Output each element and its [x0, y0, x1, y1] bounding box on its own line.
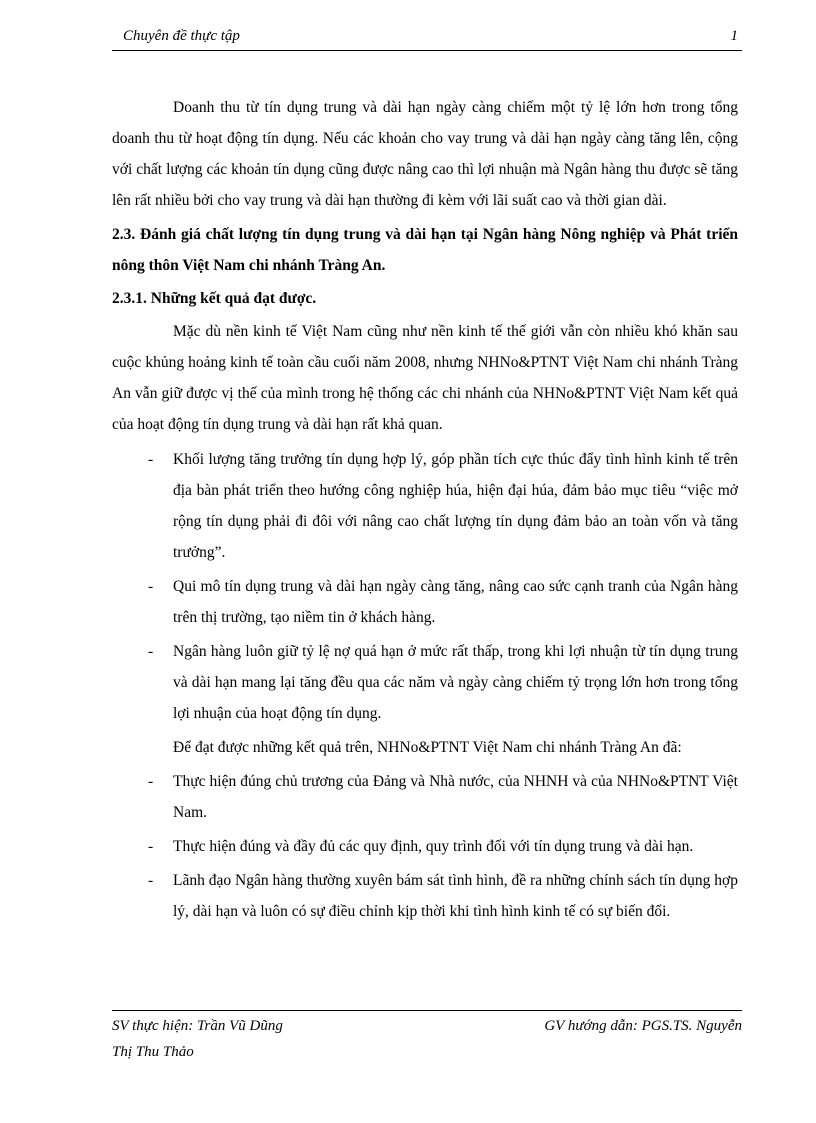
list-dash: -	[148, 578, 154, 595]
page-number: 1	[730, 28, 738, 44]
list-dash: -	[148, 643, 154, 660]
list-item	[112, 766, 738, 828]
document-body	[112, 92, 738, 927]
list-item-text: Lãnh đạo Ngân hàng thường xuyên bám sát tình hình, đề ra những chính sách tín dụng hợp lý, dài hạn và luôn có sự điều chỉnh kịp thời khi tình hình kinh tế có sự biến đổi.	[173, 872, 738, 920]
footer-advisor: GV hướng dẫn: PGS.TS. Nguyễn	[544, 1018, 742, 1034]
list-item	[112, 571, 738, 633]
page-header	[112, 24, 742, 51]
list-item-text: Qui mô tín dụng trung và dài hạn ngày càng tăng, nâng cao sức cạnh tranh của Ngân hàng trên thị trường, tạo niềm tin ở khách hàng.	[173, 578, 738, 626]
paragraph-intro: Doanh thu từ tín dụng trung và dài hạn ngày càng chiếm một tỷ lệ lớn hơn trong tổng doanh thu từ hoạt động tín dụng. Nếu các khoản cho vay trung và dài hạn ngày càng tăng lên, cộng với chất lượng các khoản tín dụng cũng được nâng cao thì lợi nhuận mà Ngân hàng thu được sẽ tăng lên rất nhiều bởi cho vay trung và dài hạn thường đi kèm với lãi suất cao và thời gian dài.	[112, 99, 738, 209]
list-dash: -	[148, 838, 154, 855]
list-item	[112, 444, 738, 568]
paragraph-results: Mặc dù nền kinh tế Việt Nam cũng như nền kinh tế thế giới vẫn còn nhiều khó khăn sau cuộc khủng hoảng kinh tế toàn cầu cuối năm 2008, nhưng NHNo&PTNT Việt Nam chi nhánh Tràng An vẫn giữ được vị thế của mình trong hệ thống các chi nhánh của NHNo&PTNT Việt Nam kết quả của hoạt động tín dụng trung và dài hạn rất khả quan.	[112, 323, 738, 433]
list-dash: -	[148, 872, 154, 889]
section-heading: 2.3. Đánh giá chất lượng tín dụng trung và dài hạn tại Ngân hàng Nông nghiệp và Phát triển nông thôn Việt Nam chi nhánh Tràng An.	[112, 226, 738, 274]
list-item-text: Thực hiện đúng chủ trương của Đảng và Nhà nước, của NHNH và của NHNo&PTNT Việt Nam.	[173, 773, 738, 821]
footer-student: SV thực hiện: Trần Vũ Dũng	[112, 1018, 283, 1034]
list-item-text: Ngân hàng luôn giữ tỷ lệ nợ quá hạn ở mức rất thấp, trong khi lợi nhuận từ tín dụng trung và dài hạn mang lại tăng đều qua các năm và ngày càng chiếm tỷ trọng lớn hơn trong tổng lợi nhuận của hoạt động tín dụng.	[173, 643, 738, 722]
page-footer	[112, 1010, 742, 1065]
subsection-heading: 2.3.1. Những kết quả đạt được.	[112, 290, 317, 307]
list-item-text: Khối lượng tăng trưởng tín dụng hợp lý, góp phần tích cực thúc đẩy tình hình kinh tế trên địa bàn phát triển theo hướng công nghiệp húa, hiện đại húa, đảm bảo mục tiêu “việc mở rộng tín dụng phải đi đôi với nâng cao chất lượng tín dụng đảm bảo an toàn vốn và tăng trưởng”.	[173, 451, 738, 561]
paragraph-actions: Để đạt được những kết quả trên, NHNo&PTNT Việt Nam chi nhánh Tràng An đã:	[173, 739, 682, 756]
list-item	[112, 865, 738, 927]
list-item-text: Thực hiện đúng và đầy đủ các quy định, quy trình đối với tín dụng trung và dài hạn.	[173, 838, 694, 855]
footer-advisor-continued: Thị Thu Thảo	[112, 1044, 194, 1060]
list-dash: -	[148, 451, 154, 468]
header-title: Chuyên đề thực tập	[123, 28, 240, 44]
list-dash: -	[148, 773, 154, 790]
list-item	[112, 636, 738, 729]
list-item	[112, 831, 738, 862]
